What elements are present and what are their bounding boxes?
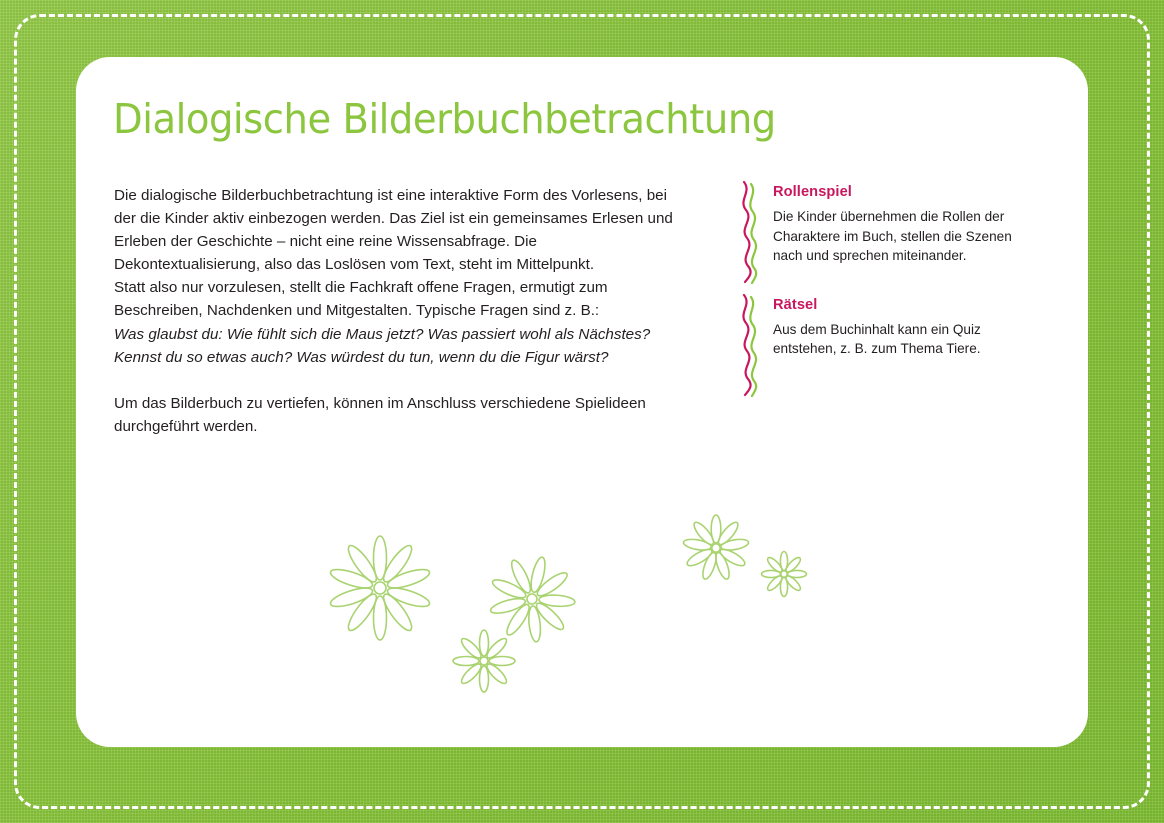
- page-title: Dialogische Bilderbuchbetrachtung: [113, 95, 776, 143]
- squiggle-icon: [736, 180, 762, 284]
- idea-title: Rätsel: [773, 296, 818, 313]
- idea-title: Rollenspiel: [773, 184, 852, 200]
- idea-text: Aus dem Buchinhalt kann ein Quiz entstehen, z. B. zum Thema Tiere.: [773, 321, 981, 357]
- main-text-column: [114, 184, 676, 438]
- idea-card-raetsel: [736, 297, 1036, 359]
- idea-card-rollenspiel: [736, 184, 1036, 266]
- paragraph-example-questions: Was glaubst du: Wie fühlt sich die Maus jetzt? Was passiert wohl als Nächstes? Kennst du so etwas auch? Was würdest du tun, wenn du die Figur wärst?: [114, 325, 651, 366]
- flower-icon: [683, 515, 750, 581]
- spielideen-column: [736, 184, 1036, 390]
- flower-icon: [329, 536, 432, 640]
- flower-icon: [480, 547, 585, 651]
- idea-text: Die Kinder übernehmen die Rollen der Charaktere im Buch, stellen die Szenen nach und sprechen miteinander.: [773, 209, 1012, 264]
- content-card: [76, 57, 1088, 747]
- flower-icon: [762, 552, 807, 597]
- paragraph-questions-lead: Statt also nur vorzulesen, stellt die Fachkraft offene Fragen, ermutigt zum Beschreiben, Nachdenken und Mitgestalten. Typische Fragen sind z. B.:: [114, 279, 608, 320]
- squiggle-icon: [736, 293, 762, 397]
- paragraph-outro: Um das Bilderbuch zu vertiefen, können im Anschluss verschiedene Spielideen durchgeführt werden.: [114, 394, 646, 435]
- flower-icon: [453, 630, 515, 692]
- paragraph-intro: Die dialogische Bilderbuchbetrachtung ist eine interaktive Form des Vorlesens, bei der die Kinder aktiv einbezogen werden. Das Ziel ist ein gemeinsames Erlesen und Erleben der Geschichte – nicht eine reine Wissensabfrage. Die Dekontextualisierung, also das Loslösen vom Text, steht im Mittelpunkt.: [114, 187, 673, 274]
